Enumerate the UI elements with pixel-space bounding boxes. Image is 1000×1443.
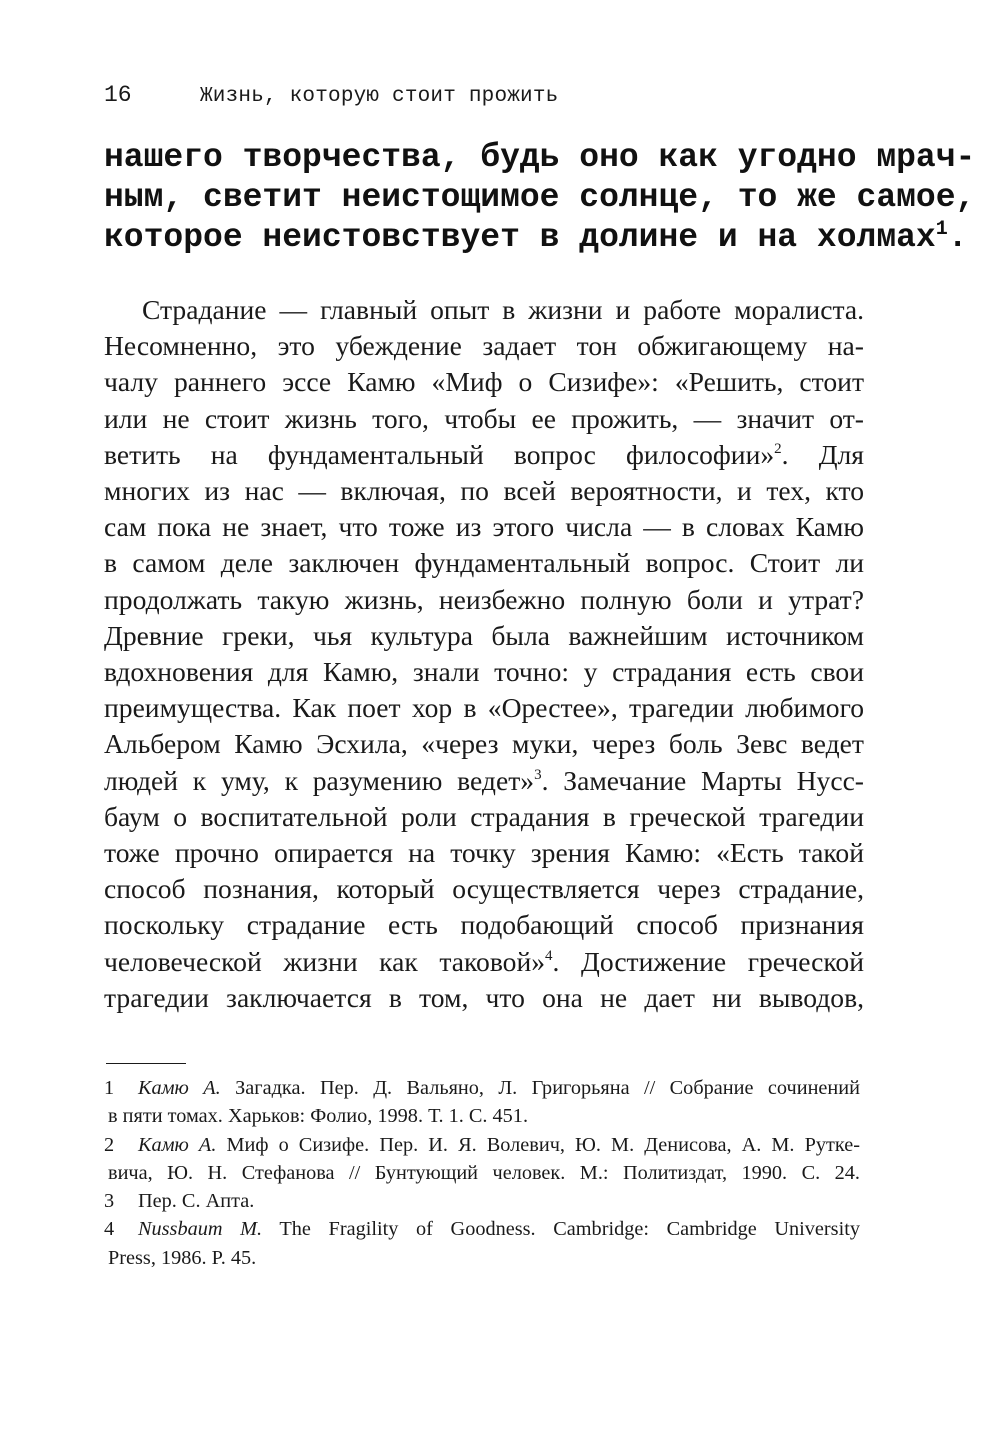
footnote-separator xyxy=(106,1063,186,1064)
footnote-ref: 1 xyxy=(935,218,948,241)
footnote-3: 3 Пер. С. Апта. xyxy=(104,1187,860,1215)
footnote-number: 4 xyxy=(104,1218,115,1241)
footnotes xyxy=(104,1074,860,1272)
footnote-author: Камю А. xyxy=(138,1077,221,1099)
body-line: тоже прочно опирается на точку зрения Камю: «Есть такой xyxy=(104,837,864,869)
body-line: чалу раннего эссе Камю «Миф о Сизифе»: «Решить, стоит xyxy=(104,366,864,398)
running-title: Жизнь, которую стоит прожить xyxy=(200,85,559,108)
footnote-number: 3 xyxy=(104,1190,115,1213)
footnote-author: Камю А. xyxy=(138,1133,217,1156)
footnote-ref: 4 xyxy=(545,947,553,964)
body-line: многих из нас — включая, по всей вероятности, и тех, кто xyxy=(104,475,864,507)
footnote-author: Nussbaum M. xyxy=(138,1218,263,1241)
body-line: или не стоит жизнь того, чтобы ее прожить, — значит от- xyxy=(104,402,864,434)
footnote-continuation: в пяти томах. Харьков: Фолио, 1998. Т. 1. С. 451. xyxy=(108,1105,529,1128)
epigraph-quote xyxy=(104,138,976,258)
body-line: способ познания, который осуществляется через страдание, xyxy=(104,873,864,905)
footnote-2: 2 Камю А. Миф о Сизифе. Пер. И. Я. Волевич, Ю. М. Денисова, А. М. Рутке- xyxy=(104,1131,860,1159)
body-line: сам пока не знает, что тоже из этого числа — в словах Камю xyxy=(104,511,864,543)
footnote-number: 2 xyxy=(104,1133,115,1156)
epigraph-line: нашего творчества, будь оно как угодно мрач- xyxy=(104,139,976,176)
body-paragraph xyxy=(104,292,864,1016)
footnote-1: 1 Камю А. Загадка. Пер. Д. Вальяно, Л. Григорьяна // Собрание сочинений xyxy=(104,1074,860,1102)
body-line: Страдание — главный опыт в жизни и работе моралиста. xyxy=(142,294,864,325)
body-line: Несомненно, это убеждение задает тон обжигающему на- xyxy=(104,330,864,362)
body-line: Альбером Камю Эсхила, «через муки, через боль Зевс ведет xyxy=(104,728,864,760)
body-line: Древние греки, чья культура была важнейшим источником xyxy=(104,619,864,651)
footnote-number: 1 xyxy=(104,1077,115,1099)
body-line: поскольку страдание есть подобающий способ признания xyxy=(104,909,864,941)
body-line: трагедии заключается в том, что она не дает ни выводов, xyxy=(104,981,864,1013)
body-line: преимущества. Как поет хор в «Орестее», трагедии любимого xyxy=(104,692,864,724)
footnote-ref: 3 xyxy=(534,766,542,783)
body-line: людей к уму, к разумению ведет»$^3$. Замечание Марты Нусс- xyxy=(104,764,865,796)
epigraph-line: которое неистовствует в долине и на холмах$^1$. xyxy=(104,218,968,256)
body-line: вдохновения для Камю, знали точно: у страдания есть свои xyxy=(104,656,864,688)
running-header xyxy=(104,82,558,108)
body-line: баум о воспитательной роли страдания в греческой трагедии xyxy=(104,800,864,832)
body-line: ветить на фундаментальный вопрос философии»$^2$. Для xyxy=(104,438,864,470)
epigraph-line: ным, светит неистощимое солнце, то же самое, xyxy=(104,179,976,216)
footnote-continuation: вича, Ю. Н. Стефанова // Бунтующий человек. М.: Политиздат, 1990. С. 24. xyxy=(108,1161,860,1184)
body-line: человеческой жизни как таковой»$^4$. Достижение греческой xyxy=(104,945,864,977)
footnote-continuation: Press, 1986. P. 45. xyxy=(108,1246,257,1269)
body-line: в самом деле заключен фундаментальный вопрос. Стоит ли xyxy=(104,547,864,579)
body-line: продолжать такую жизнь, неизбежно полную боли и утрат? xyxy=(104,583,864,615)
page-number: 16 xyxy=(104,82,132,108)
footnote-ref: 2 xyxy=(774,440,782,457)
footnote-4: 4 Nussbaum M. The Fragility of Goodness. Cambridge: Cambridge University xyxy=(104,1215,860,1243)
